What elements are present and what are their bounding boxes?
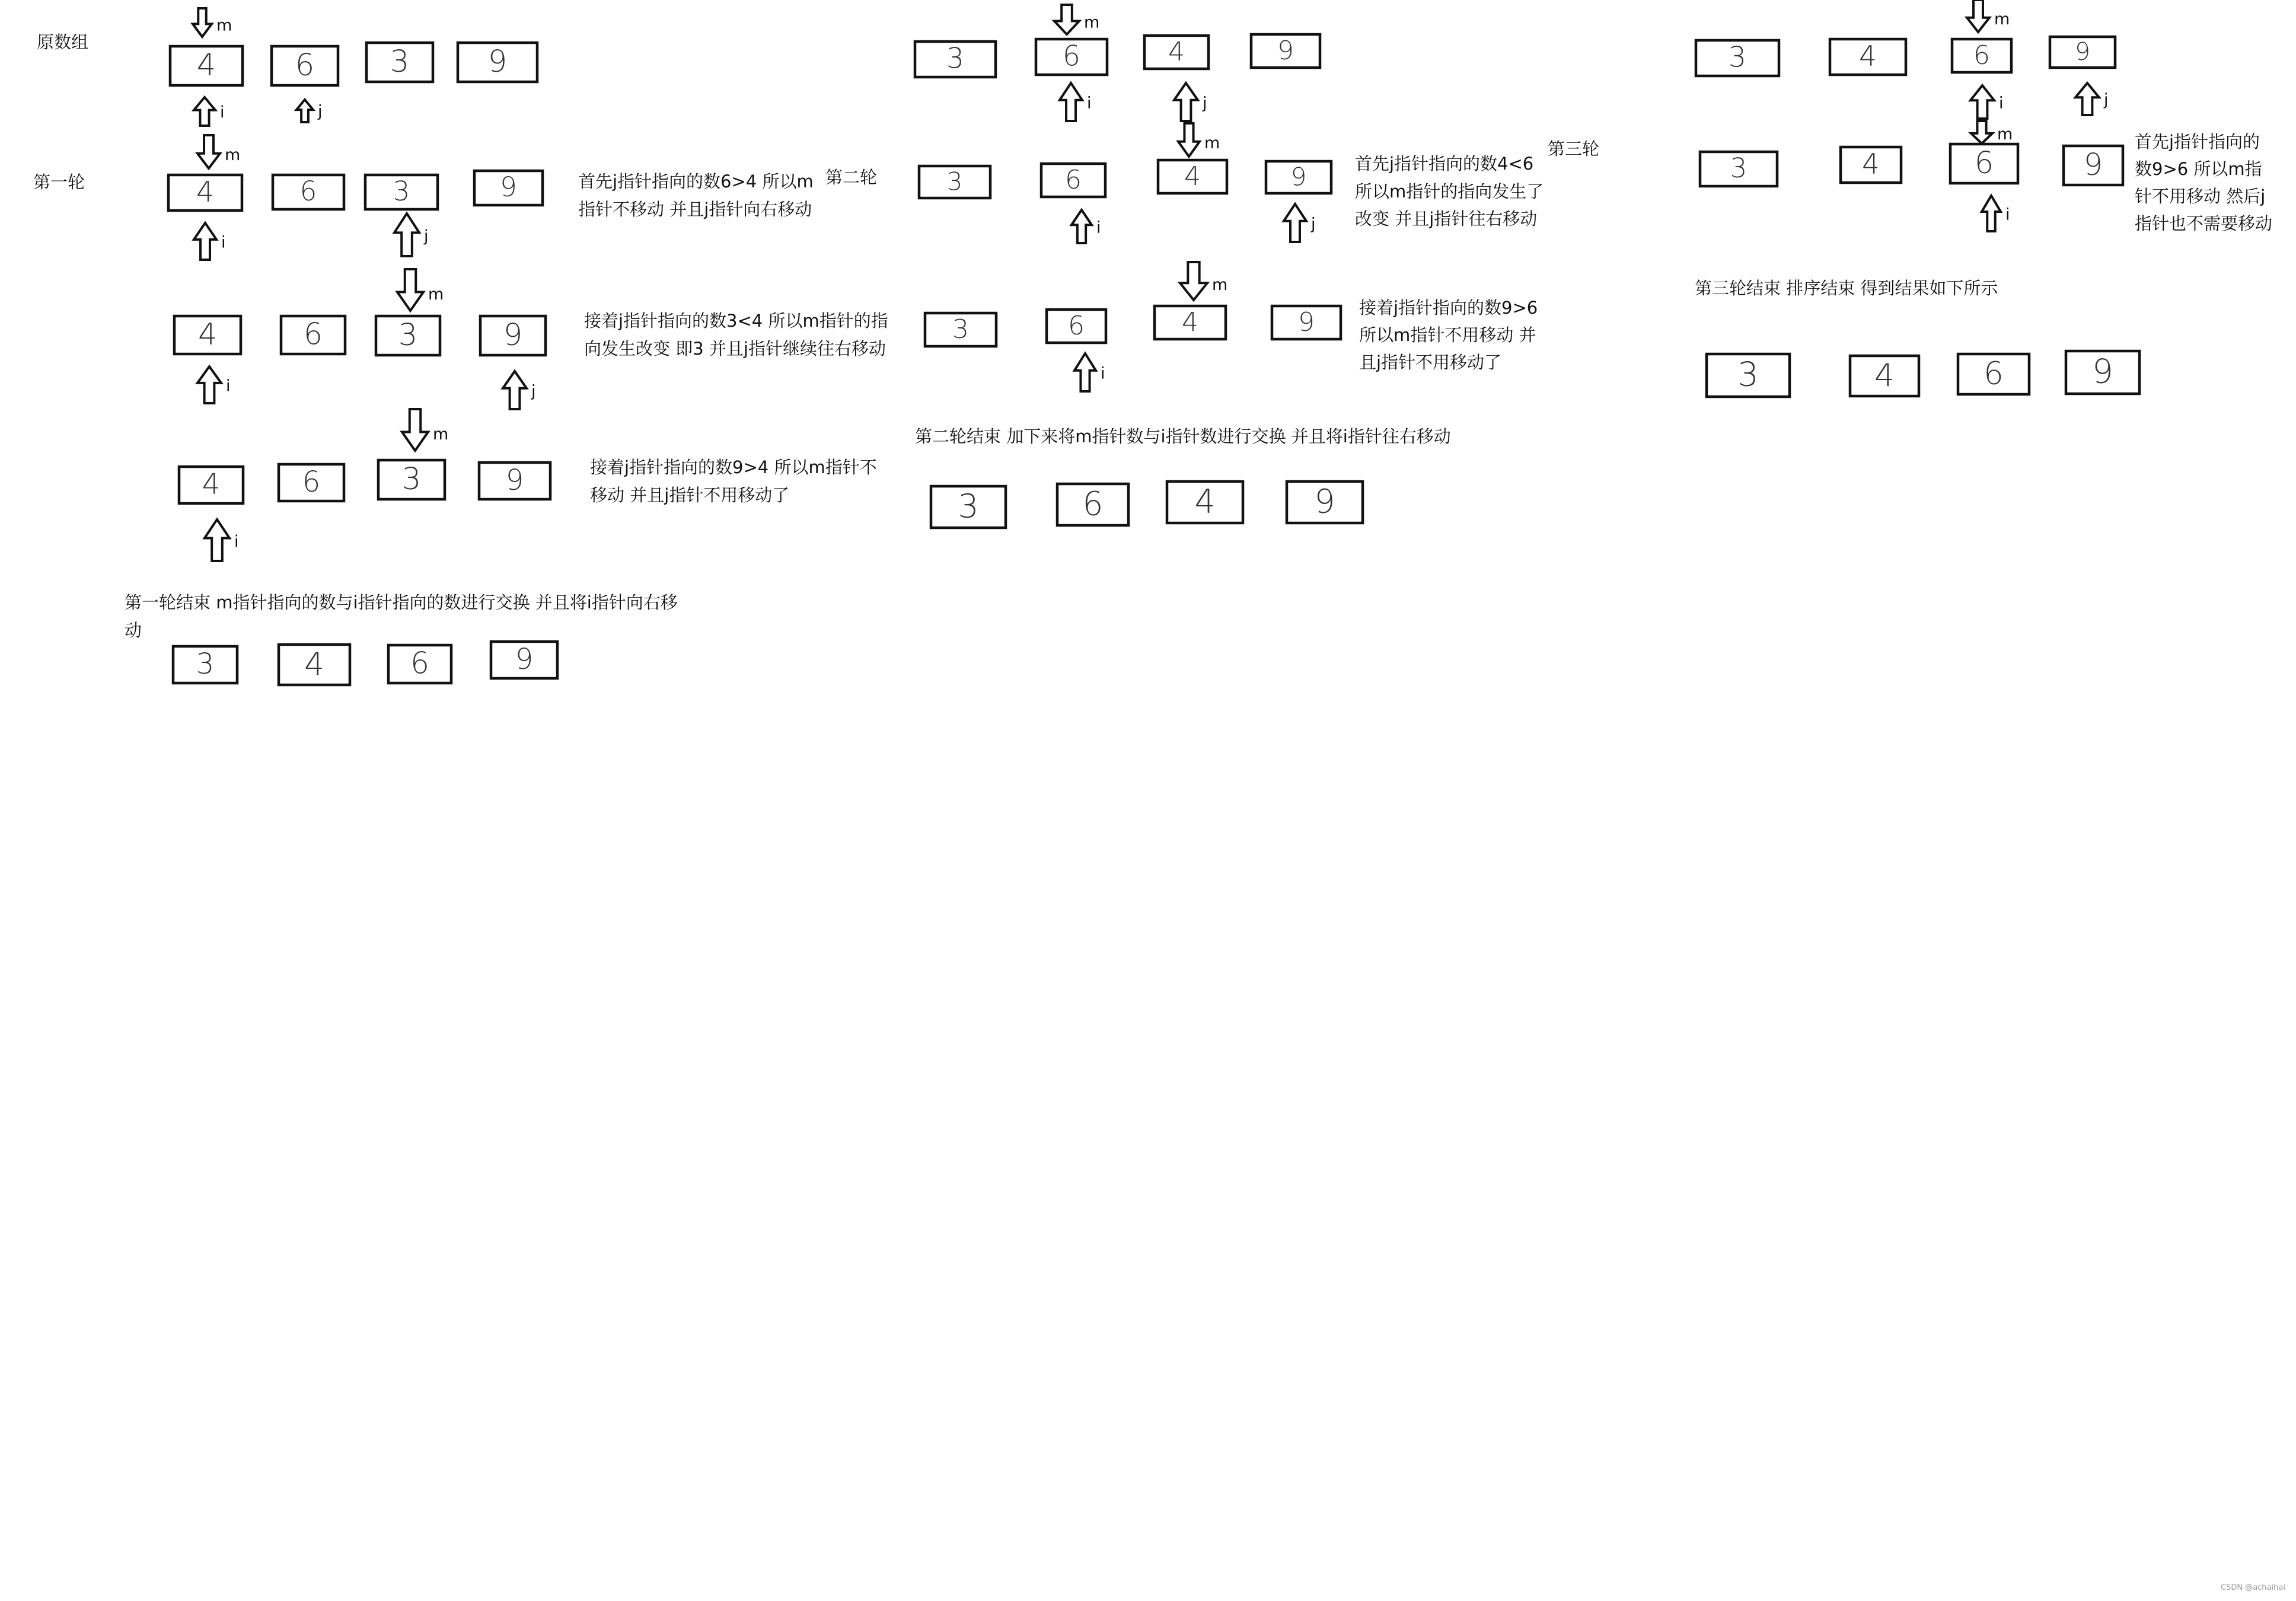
cell-value: 9: [1314, 482, 1335, 521]
note-line: 改变 并且j指针往右移动: [1355, 209, 1538, 229]
pointer-label: i: [1999, 94, 2004, 113]
note-line: 首先j指针指向的数6>4 所以m: [578, 171, 814, 192]
pointer-label: i: [220, 103, 225, 122]
pointer-label: m: [1212, 276, 1228, 295]
cell-value: 9: [2083, 148, 2103, 183]
pointer-label: j: [531, 382, 536, 401]
cell-value: 4: [1859, 40, 1877, 73]
cell-value: 9: [2074, 37, 2091, 66]
cell-value: 6: [1984, 355, 2004, 392]
cell-value: 6: [302, 465, 321, 499]
cell-value: 4: [1168, 37, 1185, 67]
cell-value: 6: [1068, 311, 1085, 341]
cell-value: 9: [515, 643, 534, 676]
note-line: 数9>6 所以m指: [2135, 159, 2262, 179]
pointer-label: m: [1084, 13, 1100, 32]
pointer-label: i: [1087, 94, 1092, 113]
pointer-label: m: [1204, 134, 1220, 153]
cell-value: 4: [1182, 307, 1198, 337]
pointer-label: j: [2104, 91, 2109, 110]
pointer-label: m: [428, 285, 444, 304]
cell-value: 6: [299, 176, 317, 207]
cell-value: 3: [393, 176, 410, 207]
cell-value: 3: [401, 462, 422, 497]
note-line: 动: [125, 620, 142, 640]
label-round-2: 第二轮: [825, 167, 878, 187]
pointer-label: j: [1311, 215, 1316, 234]
cell-value: 9: [1290, 162, 1307, 192]
pointer-label: m: [433, 425, 449, 444]
pointer-label: i: [2005, 205, 2010, 224]
pointer-label: i: [1096, 218, 1101, 237]
cell-value: 9: [503, 318, 523, 353]
cell-value: 6: [1973, 40, 1990, 71]
note-line: 第三轮结束 排序结束 得到结果如下所示: [1695, 278, 1998, 298]
cell-value: 9: [1277, 36, 1294, 66]
cell-value: 4: [1874, 357, 1895, 394]
label-round-1: 第一轮: [33, 172, 85, 192]
cell-value: 6: [1063, 40, 1080, 73]
pointer-label: i: [234, 532, 239, 551]
pointer-label: m: [1994, 9, 2010, 28]
cell-value: 3: [952, 314, 969, 345]
cell-value: 9: [505, 464, 524, 497]
pointer-label: j: [1203, 94, 1207, 113]
cell-value: 6: [295, 48, 315, 83]
pointer-label: i: [226, 377, 231, 396]
cell-value: 4: [198, 317, 217, 352]
cell-value: 6: [1065, 165, 1082, 195]
cell-value: 9: [1298, 307, 1315, 337]
cell-value: 9: [500, 171, 517, 203]
cell-value: 4: [1862, 148, 1880, 181]
label-original-array: 原数组: [37, 32, 89, 52]
cell-value: 4: [196, 48, 216, 83]
cell-value: 4: [196, 176, 214, 209]
note-line: 针不用移动 然后j: [2135, 186, 2266, 206]
cell-value: 3: [946, 167, 963, 196]
note-line: 第一轮结束 m指针指向的数与i指针指向的数进行交换 并且将i指针向右移: [125, 592, 678, 613]
note-line: 指针也不需要移动: [2135, 213, 2273, 234]
note-line: 移动 并且j指针不用移动了: [590, 485, 790, 505]
note-line: 所以m指针不用移动 并: [1359, 325, 1536, 345]
cell-value: 3: [196, 648, 215, 681]
note-line: 接着j指针指向的数9>4 所以m指针不: [590, 457, 877, 477]
pointer-label: m: [216, 16, 232, 35]
note-line: 指针不移动 并且j指针向右移动: [578, 199, 812, 219]
note-line: 且j指针不用移动了: [1359, 352, 1502, 372]
note-line: 接着j指针指向的数3<4 所以m指针的指: [584, 311, 888, 331]
note-line: 接着j指针指向的数9>6: [1359, 298, 1538, 318]
cell-value: 4: [1184, 161, 1201, 192]
cell-value: 4: [304, 646, 324, 683]
cell-value: 3: [398, 318, 418, 353]
watermark: CSDN @achaihai: [2221, 1583, 2285, 1592]
cell-value: 3: [390, 44, 410, 79]
cell-value: 3: [1729, 41, 1746, 74]
label-round-3: 第三轮: [1548, 139, 1600, 159]
cell-value: 6: [1974, 146, 1994, 181]
cell-value: 3: [1737, 355, 1759, 394]
cell-value: 3: [946, 42, 964, 75]
cell-value: 6: [1082, 484, 1104, 523]
cell-value: 3: [958, 487, 979, 525]
note-line: 首先j指针指向的数4<6: [1355, 154, 1534, 174]
pointer-label: j: [424, 227, 429, 246]
pointer-label: m: [225, 146, 241, 165]
pointer-label: j: [318, 102, 323, 121]
note-line: 首先j指针指向的: [2135, 132, 2260, 152]
pointer-label: i: [221, 233, 226, 252]
note-line: 向发生改变 即3 并且j指针继续往右移动: [584, 339, 886, 359]
note-line: 第二轮结束 加下来将m指针数与i指针数进行交换 并且将i指针往右移动: [915, 426, 1451, 447]
pointer-label: m: [1997, 125, 2013, 144]
cell-value: 9: [487, 44, 508, 79]
cell-value: 4: [1194, 482, 1216, 521]
note-line: 所以m指针的指向发生了: [1355, 181, 1544, 202]
cell-value: 9: [2092, 352, 2113, 391]
pointer-label: i: [1101, 364, 1105, 383]
cell-value: 4: [202, 468, 221, 501]
cell-value: 6: [304, 317, 323, 352]
cell-value: 6: [410, 646, 429, 681]
cell-value: 3: [1730, 152, 1747, 184]
